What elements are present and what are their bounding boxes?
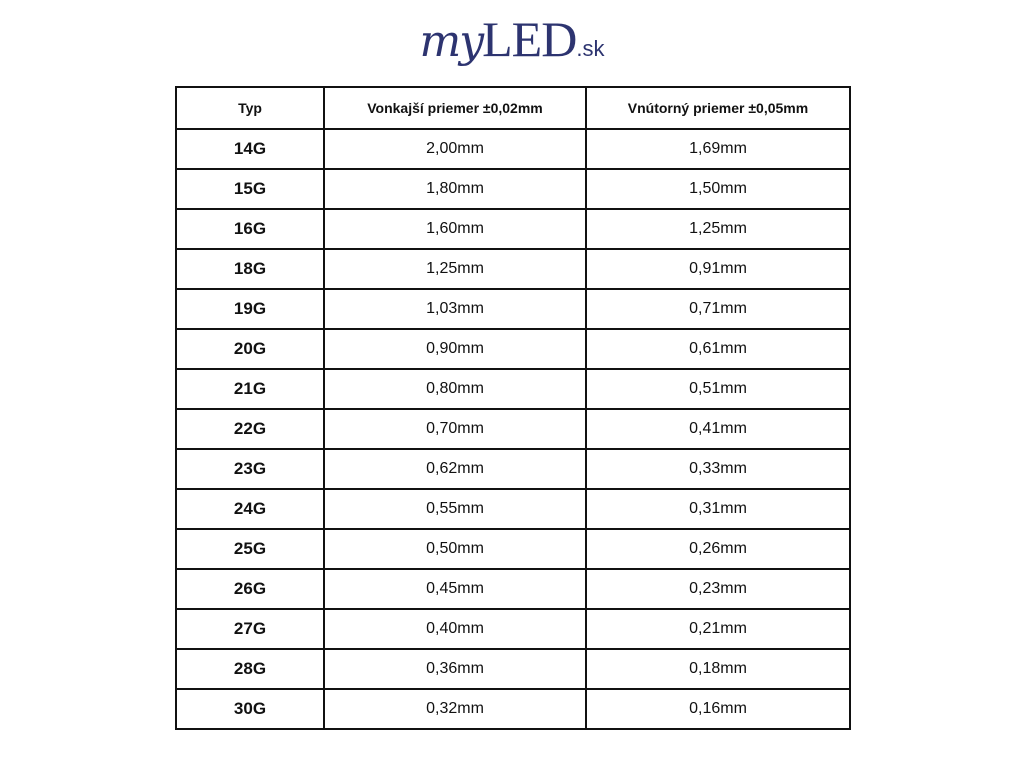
brand-logo — [0, 11, 1024, 67]
outer-diameter-cell: 0,50mm — [324, 529, 586, 569]
table-row — [176, 129, 850, 169]
outer-diameter-cell: 2,00mm — [324, 129, 586, 169]
type-cell: 16G — [176, 209, 324, 249]
inner-diameter-cell: 0,21mm — [586, 609, 850, 649]
table-header-row — [176, 87, 850, 129]
inner-diameter-cell: 0,41mm — [586, 409, 850, 449]
header-type: Typ — [176, 87, 324, 129]
table-row — [176, 289, 850, 329]
logo-sk-text: .sk — [576, 36, 605, 61]
header-outer-diameter: Vonkajší priemer ±0,02mm — [324, 87, 586, 129]
outer-diameter-cell: 0,70mm — [324, 409, 586, 449]
outer-diameter-cell: 1,80mm — [324, 169, 586, 209]
table-row — [176, 329, 850, 369]
outer-diameter-cell: 0,36mm — [324, 649, 586, 689]
type-cell: 20G — [176, 329, 324, 369]
inner-diameter-cell: 0,91mm — [586, 249, 850, 289]
table-row — [176, 489, 850, 529]
inner-diameter-cell: 1,25mm — [586, 209, 850, 249]
table-row — [176, 569, 850, 609]
table-row — [176, 449, 850, 489]
inner-diameter-cell: 1,69mm — [586, 129, 850, 169]
type-cell: 15G — [176, 169, 324, 209]
logo-my-text: my — [419, 16, 483, 67]
type-cell: 23G — [176, 449, 324, 489]
inner-diameter-cell: 0,23mm — [586, 569, 850, 609]
logo-led-text: LED — [482, 11, 577, 67]
table-body — [176, 129, 850, 729]
inner-diameter-cell: 1,50mm — [586, 169, 850, 209]
type-cell: 21G — [176, 369, 324, 409]
outer-diameter-cell: 0,62mm — [324, 449, 586, 489]
outer-diameter-cell: 0,90mm — [324, 329, 586, 369]
gauge-size-table — [175, 86, 851, 730]
type-cell: 22G — [176, 409, 324, 449]
table-row — [176, 249, 850, 289]
type-cell: 19G — [176, 289, 324, 329]
table-row — [176, 209, 850, 249]
table-row — [176, 529, 850, 569]
inner-diameter-cell: 0,18mm — [586, 649, 850, 689]
outer-diameter-cell: 0,32mm — [324, 689, 586, 729]
outer-diameter-cell: 0,45mm — [324, 569, 586, 609]
type-cell: 14G — [176, 129, 324, 169]
outer-diameter-cell: 0,55mm — [324, 489, 586, 529]
type-cell: 18G — [176, 249, 324, 289]
type-cell: 27G — [176, 609, 324, 649]
type-cell: 26G — [176, 569, 324, 609]
outer-diameter-cell: 1,25mm — [324, 249, 586, 289]
outer-diameter-cell: 1,60mm — [324, 209, 586, 249]
outer-diameter-cell: 1,03mm — [324, 289, 586, 329]
table-row — [176, 689, 850, 729]
outer-diameter-cell: 0,80mm — [324, 369, 586, 409]
outer-diameter-cell: 0,40mm — [324, 609, 586, 649]
type-cell: 24G — [176, 489, 324, 529]
type-cell: 25G — [176, 529, 324, 569]
inner-diameter-cell: 0,33mm — [586, 449, 850, 489]
type-cell: 30G — [176, 689, 324, 729]
inner-diameter-cell: 0,71mm — [586, 289, 850, 329]
table-row — [176, 649, 850, 689]
type-cell: 28G — [176, 649, 324, 689]
inner-diameter-cell: 0,31mm — [586, 489, 850, 529]
table-row — [176, 609, 850, 649]
table-row — [176, 409, 850, 449]
table-row — [176, 369, 850, 409]
inner-diameter-cell: 0,61mm — [586, 329, 850, 369]
header-inner-diameter: Vnútorný priemer ±0,05mm — [586, 87, 850, 129]
table-row — [176, 169, 850, 209]
inner-diameter-cell: 0,26mm — [586, 529, 850, 569]
inner-diameter-cell: 0,16mm — [586, 689, 850, 729]
inner-diameter-cell: 0,51mm — [586, 369, 850, 409]
